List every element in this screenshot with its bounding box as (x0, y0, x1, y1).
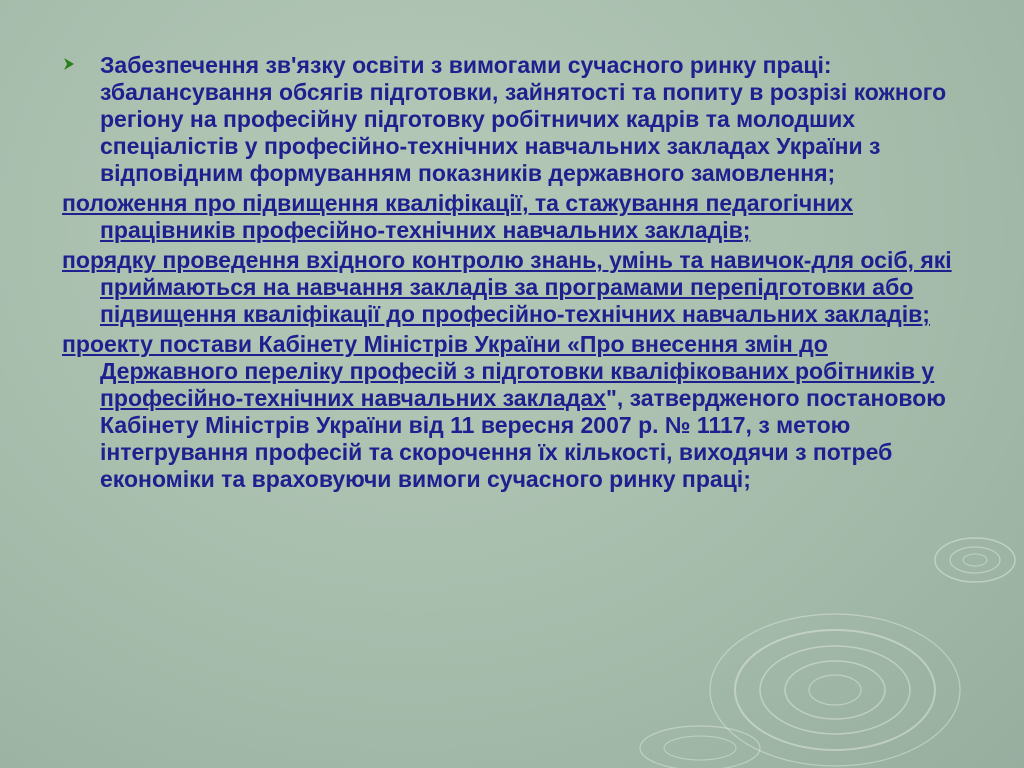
link-paragraph-3 (62, 247, 962, 328)
bullet-paragraph-1 (62, 52, 962, 187)
regulation-qualification-link[interactable]: положення про підвищення кваліфікації, та стажування педагогічних працівників професійно-технічних навчальних закладів; (62, 190, 854, 243)
bullet-paragraph-text: Забезпечення зв'язку освіти з вимогами сучасного ринку праці: збалансування обсягів підготовки, зайнятості та попиту в розрізі кожного регіону на професійну підготовку робітничих кадрів та молодших спеціалістів у професійно-технічних навчальних закладах України з відповідним формуванням показників державного замовлення; (100, 52, 947, 186)
mixed-paragraph-4 (62, 331, 962, 493)
cabinet-resolution-link[interactable]: проекту постави Кабінету Міністрів України «Про внесення змін до Державного переліку професій з підготовки кваліфікованих робітників у професійно-технічних навчальних закладах (62, 331, 935, 411)
resolution-description-text: ", затвердженого постановою Кабінету Міністрів України від 11 вересня 2007 р. № 1117, з метою інтегрування професій та скорочення їх кількості, виходячи з потреб економіки та враховуючи вимоги сучасного ринку праці; (100, 385, 946, 492)
entrance-control-link[interactable]: порядку проведення вхідного контролю знань, умінь та навичок-для осіб, які приймаються на навчання закладів за програмами перепідготовки або підвищення кваліфікації до професійно-технічних навчальних закладів; (62, 247, 952, 327)
slide-text-body (62, 52, 962, 496)
link-paragraph-2 (62, 190, 962, 244)
arrowhead-bullet-icon (62, 53, 82, 75)
